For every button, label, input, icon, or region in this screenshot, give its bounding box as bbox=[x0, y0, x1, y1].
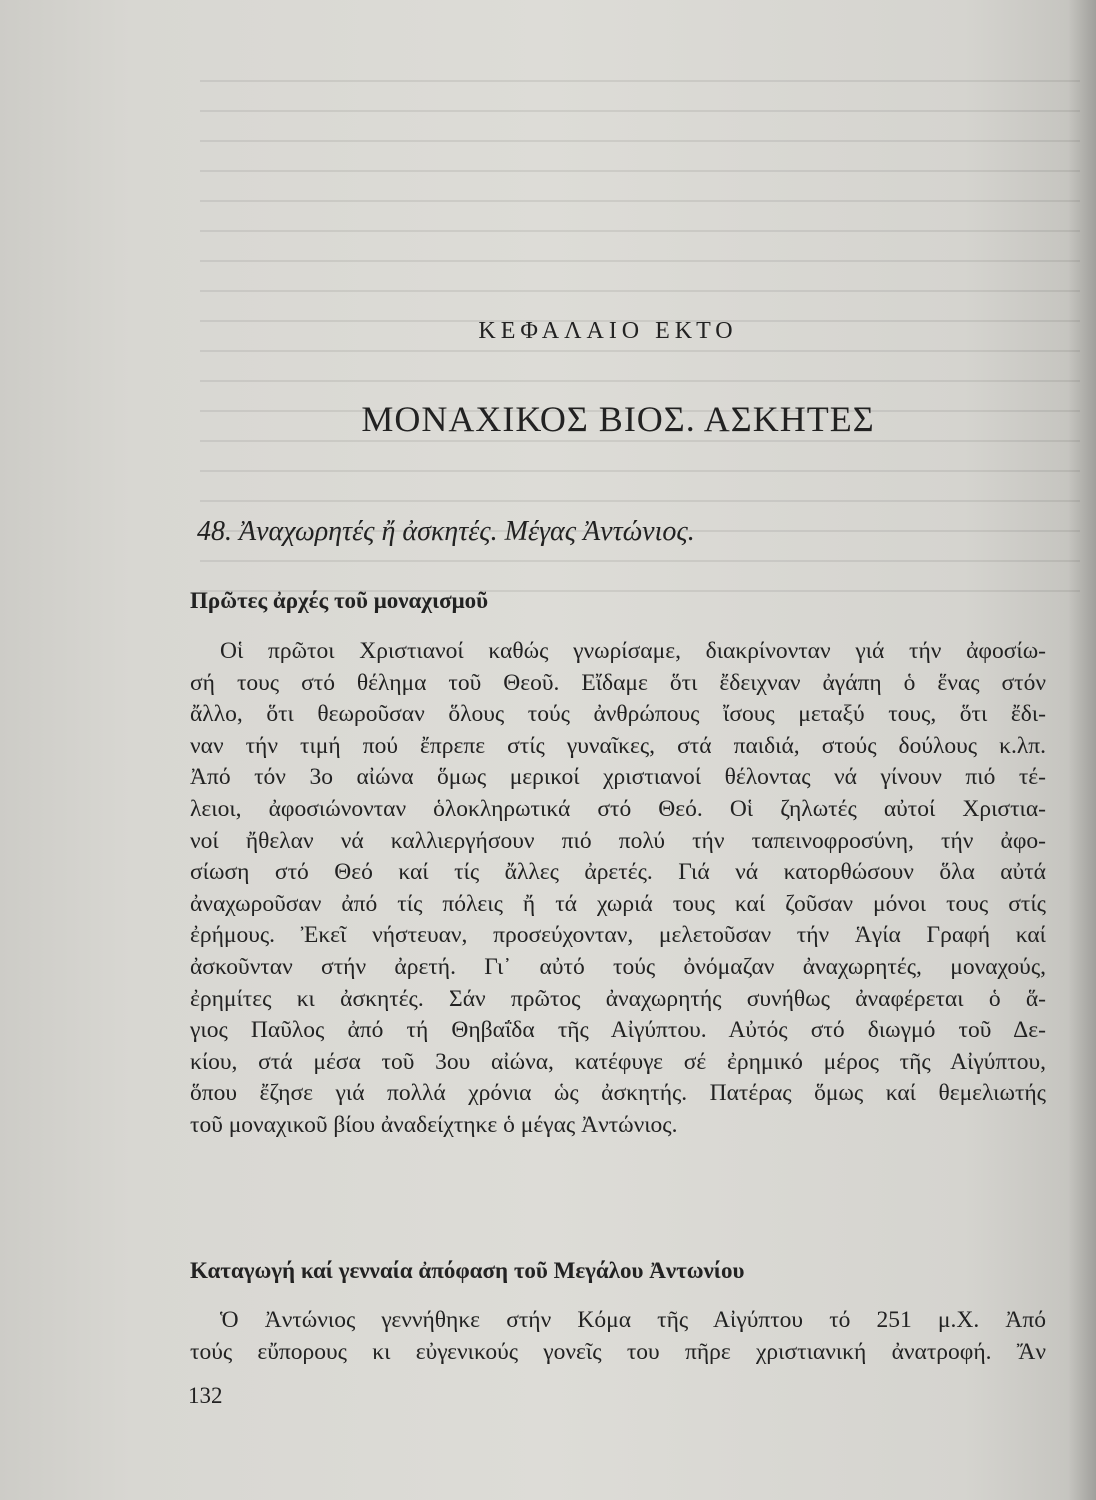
bleed-through-text bbox=[200, 80, 1080, 640]
subsection-heading-origins: Πρῶτες ἀρχές τοῦ μοναχισμοῦ bbox=[190, 588, 489, 613]
text-line: γιος Παῦλος ἀπό τή Θηβαΐδα τῆς Αἰγύπτου. Αὐτός στό διωγμό τοῦ Δε- bbox=[190, 1017, 1046, 1044]
page-number: 132 bbox=[188, 1383, 223, 1408]
section-heading: 48. Ἀναχωρητές ἤ ἀσκητές. Μέγας Ἀντώνιος. bbox=[197, 516, 695, 547]
text-line: ὅπου ἔζησε γιά πολλά χρόνια ὡς ἀσκητής. Πατέρας ὅμως καί θεμελιωτής bbox=[190, 1080, 1046, 1107]
text-line: ἐρημίτες κι ἀσκητές. Σάν πρῶτος ἀναχωρητής συνήθως ἀναφέρεται ὁ ἅ- bbox=[190, 985, 1046, 1012]
text-line: ἀναχωροῦσαν ἀπό τίς πόλεις ἤ τά χωριά τους καί ζοῦσαν μόνοι τους στίς bbox=[190, 890, 1046, 917]
text-line: τοῦ μοναχικοῦ βίου ἀναδείχτηκε ὁ μέγας Ἀντώνιος. bbox=[190, 1111, 678, 1138]
subsection-heading-antonius: Καταγωγή καί γενναία ἀπόφαση τοῦ Μεγάλου Ἀντωνίου bbox=[190, 1258, 745, 1283]
paragraph-origins bbox=[190, 636, 1046, 1142]
text-line: σίωση στό Θεό καί τίς ἄλλες ἀρετές. Γιά νά κατορθώσουν ὅλα αὐτά bbox=[190, 859, 1046, 886]
text-line: νοί ἤθελαν νά καλλιεργήσουν πιό πολύ τήν ταπεινοφροσύνη, τήν ἀφο- bbox=[190, 827, 1046, 854]
text-line: τούς εὔπορους κι εὐγενικούς γονεῖς του πῆρε χριστιανική ἀνατροφή. Ἄν bbox=[190, 1338, 1046, 1365]
text-line: Ὁ Ἀντώνιος γεννήθηκε στήν Κόμα τῆς Αἰγύπτου τό 251 μ.Χ. Ἀπό bbox=[220, 1307, 1046, 1333]
text-line: ἀσκοῦνταν στήν ἀρετή. Γι᾽ αὐτό τούς ὀνόμαζαν ἀναχωρητές, μοναχούς, bbox=[190, 953, 1046, 980]
text-line: λειοι, ἀφοσιώνονταν ὁλοκληρωτικά στό Θεό. Οἱ ζηλωτές αὐτοί Χριστια- bbox=[190, 795, 1046, 822]
text-line: ἄλλο, ὅτι θεωροῦσαν ὅλους τούς ἀνθρώπους ἴσους μεταξύ τους, ὅτι ἔδι- bbox=[190, 701, 1046, 728]
page-edge-shadow bbox=[1068, 0, 1096, 1500]
paragraph-antonius bbox=[190, 1305, 1046, 1368]
text-line: σή τους στό θέλημα τοῦ Θεοῦ. Εἴδαμε ὅτι ἔδειχναν ἀγάπη ὁ ἕνας στόν bbox=[190, 669, 1046, 696]
text-line: ἐρήμους. Ἐκεῖ νήστευαν, προσεύχονταν, μελετοῦσαν τήν Ἁγία Γραφή καί bbox=[190, 922, 1046, 949]
text-line: Οἱ πρῶτοι Χριστιανοί καθώς γνωρίσαμε, διακρίνονταν γιά τήν ἀφοσίω- bbox=[220, 638, 1046, 664]
text-line: κίου, στά μέσα τοῦ 3ου αἰώνα, κατέφυγε σέ ἐρημικό μέρος τῆς Αἰγύπτου, bbox=[190, 1048, 1046, 1075]
chapter-title: ΜΟΝΑΧΙΚΟΣ ΒΙΟΣ. ΑΣΚΗΤΕΣ bbox=[361, 399, 875, 439]
chapter-label: ΚΕΦΑΛΑΙΟ ΕΚΤΟ bbox=[478, 318, 738, 344]
text-line: ναν τήν τιμή πού ἔπρεπε στίς γυναῖκες, στά παιδιά, στούς δούλους κ.λπ. bbox=[190, 732, 1046, 759]
text-line: Ἀπό τόν 3ο αἰώνα ὅμως μερικοί χριστιανοί θέλοντας νά γίνουν πιό τέ- bbox=[190, 764, 1046, 791]
